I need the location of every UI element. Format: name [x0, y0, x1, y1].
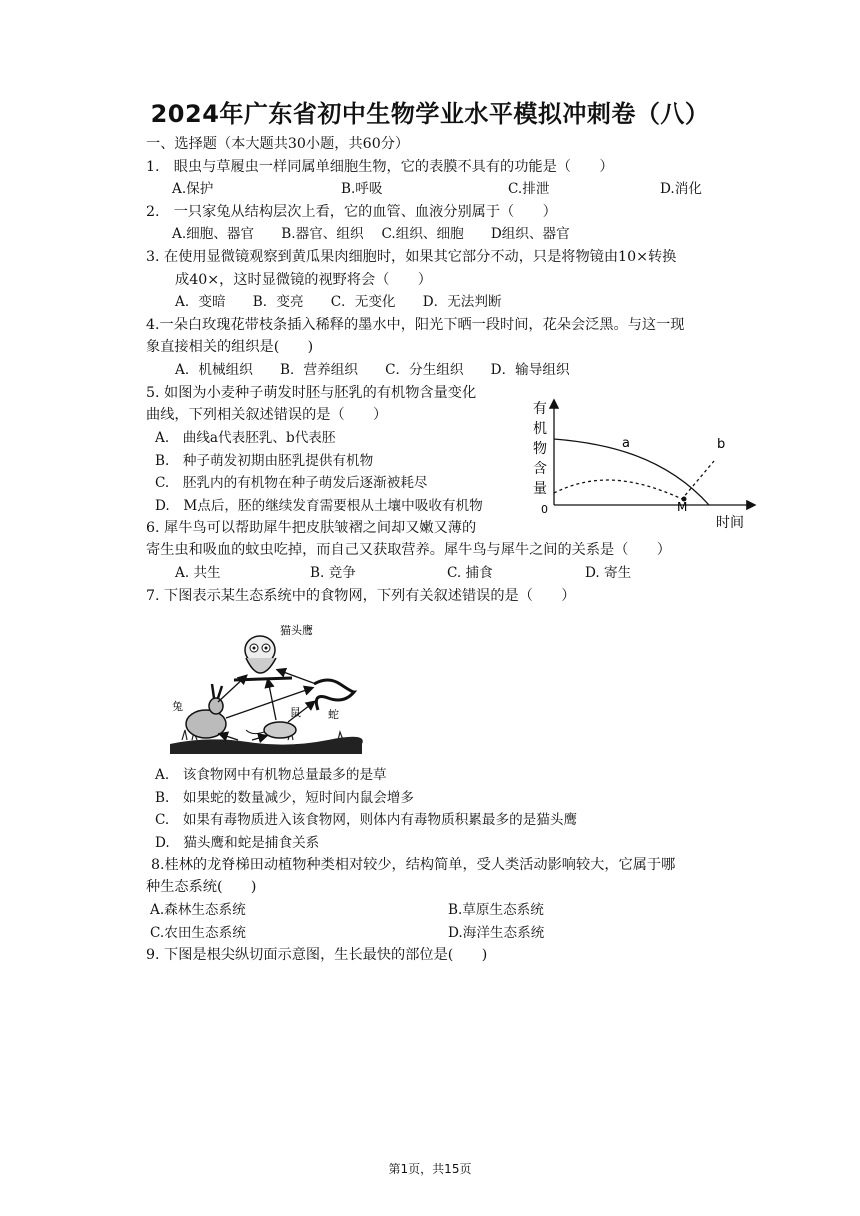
question-3-stem-line1: 3. 在使用显微镜观察到黄瓜果肉细胞时，如果其它部分不动，只是将物镜由10×转换: [146, 249, 677, 265]
curve-b: [554, 461, 714, 499]
q6-option-b: B. 竞争: [310, 565, 356, 581]
question-8-stem-line2: 种生态系统( ): [146, 879, 257, 895]
question-3-stem-line2: 成40×，这时显微镜的视野将会（ ）: [175, 272, 432, 288]
q8-option-b: B.草原生态系统: [448, 902, 544, 918]
page-title: 2024年广东省初中生物学业水平模拟冲刺卷（八）: [150, 100, 710, 128]
q7-option-a: A. 该食物网中有机物总量最多的是草: [155, 767, 387, 783]
snake-figure: [314, 680, 354, 710]
question-9-stem: 9. 下图是根尖纵切面示意图，生长最快的部位是( ): [146, 947, 488, 963]
snake-label: 蛇: [328, 708, 339, 721]
q1-option-d: D.消化: [660, 181, 702, 197]
q1-option-b: B.呼吸: [341, 181, 383, 197]
q1-option-c: C.排泄: [508, 181, 550, 197]
rabbit-figure: [186, 684, 226, 738]
rabbit-label: 兔: [172, 700, 183, 713]
question-5-stem-line2: 曲线，下列相关叙述错误的是（ ）: [146, 407, 388, 423]
curve-a-label: a: [622, 436, 630, 451]
section-heading: 一、选择题（本大题共30小题，共60分）: [146, 136, 410, 152]
y-label-char: 量: [533, 481, 547, 497]
question-6-stem-line1: 6. 犀牛鸟可以帮助犀牛把皮肤皱褶之间却又嫩又薄的: [146, 520, 477, 536]
q5-option-c: C. 胚乳内的有机物在种子萌发后逐渐被耗尽: [155, 475, 428, 491]
q7-food-web-figure: [168, 618, 364, 758]
q7-option-c: C. 如果有毒物质进入该食物网，则体内有毒物质积累最多的是猫头鹰: [155, 812, 578, 828]
mouse-label: 鼠: [290, 706, 301, 719]
y-label-char: 有: [533, 401, 547, 417]
curve-b-label: b: [717, 437, 726, 452]
mouse-figure: [246, 722, 296, 738]
q6-option-c: C. 捕食: [447, 565, 493, 581]
x-axis-label: 时间: [716, 515, 744, 531]
owl-label: 猫头鹰: [280, 624, 313, 637]
question-6-stem-line2: 寄生虫和吸血的蚊虫吃掉，而自己又获取营养。犀牛鸟与犀牛之间的关系是（ ）: [146, 542, 671, 558]
q5-organic-matter-graph: [524, 395, 764, 535]
q8-option-c: C.农田生态系统: [150, 925, 246, 941]
q7-option-b: B. 如果蛇的数量减少，短时间内鼠会增多: [155, 790, 414, 806]
page-footer: 第1页，共15页: [388, 1162, 472, 1176]
origin-label: 0: [541, 503, 548, 516]
question-4-stem-line1: 4.一朵白玫瑰花带枝条插入稀释的墨水中，阳光下晒一段时间，花朵会泛黑。与这一现: [146, 317, 685, 333]
question-4-stem-line2: 象直接相关的组织是( ): [146, 339, 314, 355]
q2-options: A.细胞、器官 B.器官、组织 C.组织、细胞 D组织、器官: [172, 226, 570, 242]
point-m-label: M: [677, 500, 688, 514]
q8-option-a: A.森林生态系统: [150, 902, 246, 918]
q5-option-a: A. 曲线a代表胚乳、b代表胚: [155, 430, 336, 446]
y-label-char: 机: [533, 421, 547, 437]
q4-options: A．机械组织 B．营养组织 C．分生组织 D．输导组织: [175, 362, 570, 378]
y-label-char: 含: [533, 461, 547, 477]
question-7-stem: 7. 下图表示某生态系统中的食物网，下列有关叙述错误的是（ ）: [146, 588, 576, 604]
q8-option-d: D.海洋生态系统: [448, 925, 545, 941]
q7-option-d: D. 猫头鹰和蛇是捕食关系: [155, 835, 320, 851]
question-8-stem-line1: 8.桂林的龙脊梯田动植物种类相对较少，结构简单，受人类活动影响较大，它属于哪: [151, 857, 676, 873]
q5-option-b: B. 种子萌发初期由胚乳提供有机物: [155, 453, 374, 469]
y-label-char: 物: [533, 441, 547, 457]
question-1-stem: 1. 眼虫与草履虫一样同属单细胞生物，它的表膜不具有的功能是（ ）: [146, 159, 614, 175]
question-2-stem: 2. 一只家兔从结构层次上看，它的血管、血液分别属于（ ）: [146, 204, 557, 220]
q6-option-a: A. 共生: [175, 565, 221, 581]
q5-option-d: D. M点后，胚的继续发育需要根从土壤中吸收有机物: [155, 498, 483, 514]
q1-option-a: A.保护: [172, 181, 214, 197]
owl-figure: [234, 636, 292, 680]
q6-option-d: D. 寄生: [585, 565, 632, 581]
ground: [170, 737, 363, 754]
q3-options: A．变暗 B．变亮 C．无变化 D．无法判断: [175, 294, 502, 310]
question-5-stem-line1: 5. 如图为小麦种子萌发时胚与胚乳的有机物含量变化: [146, 385, 477, 401]
